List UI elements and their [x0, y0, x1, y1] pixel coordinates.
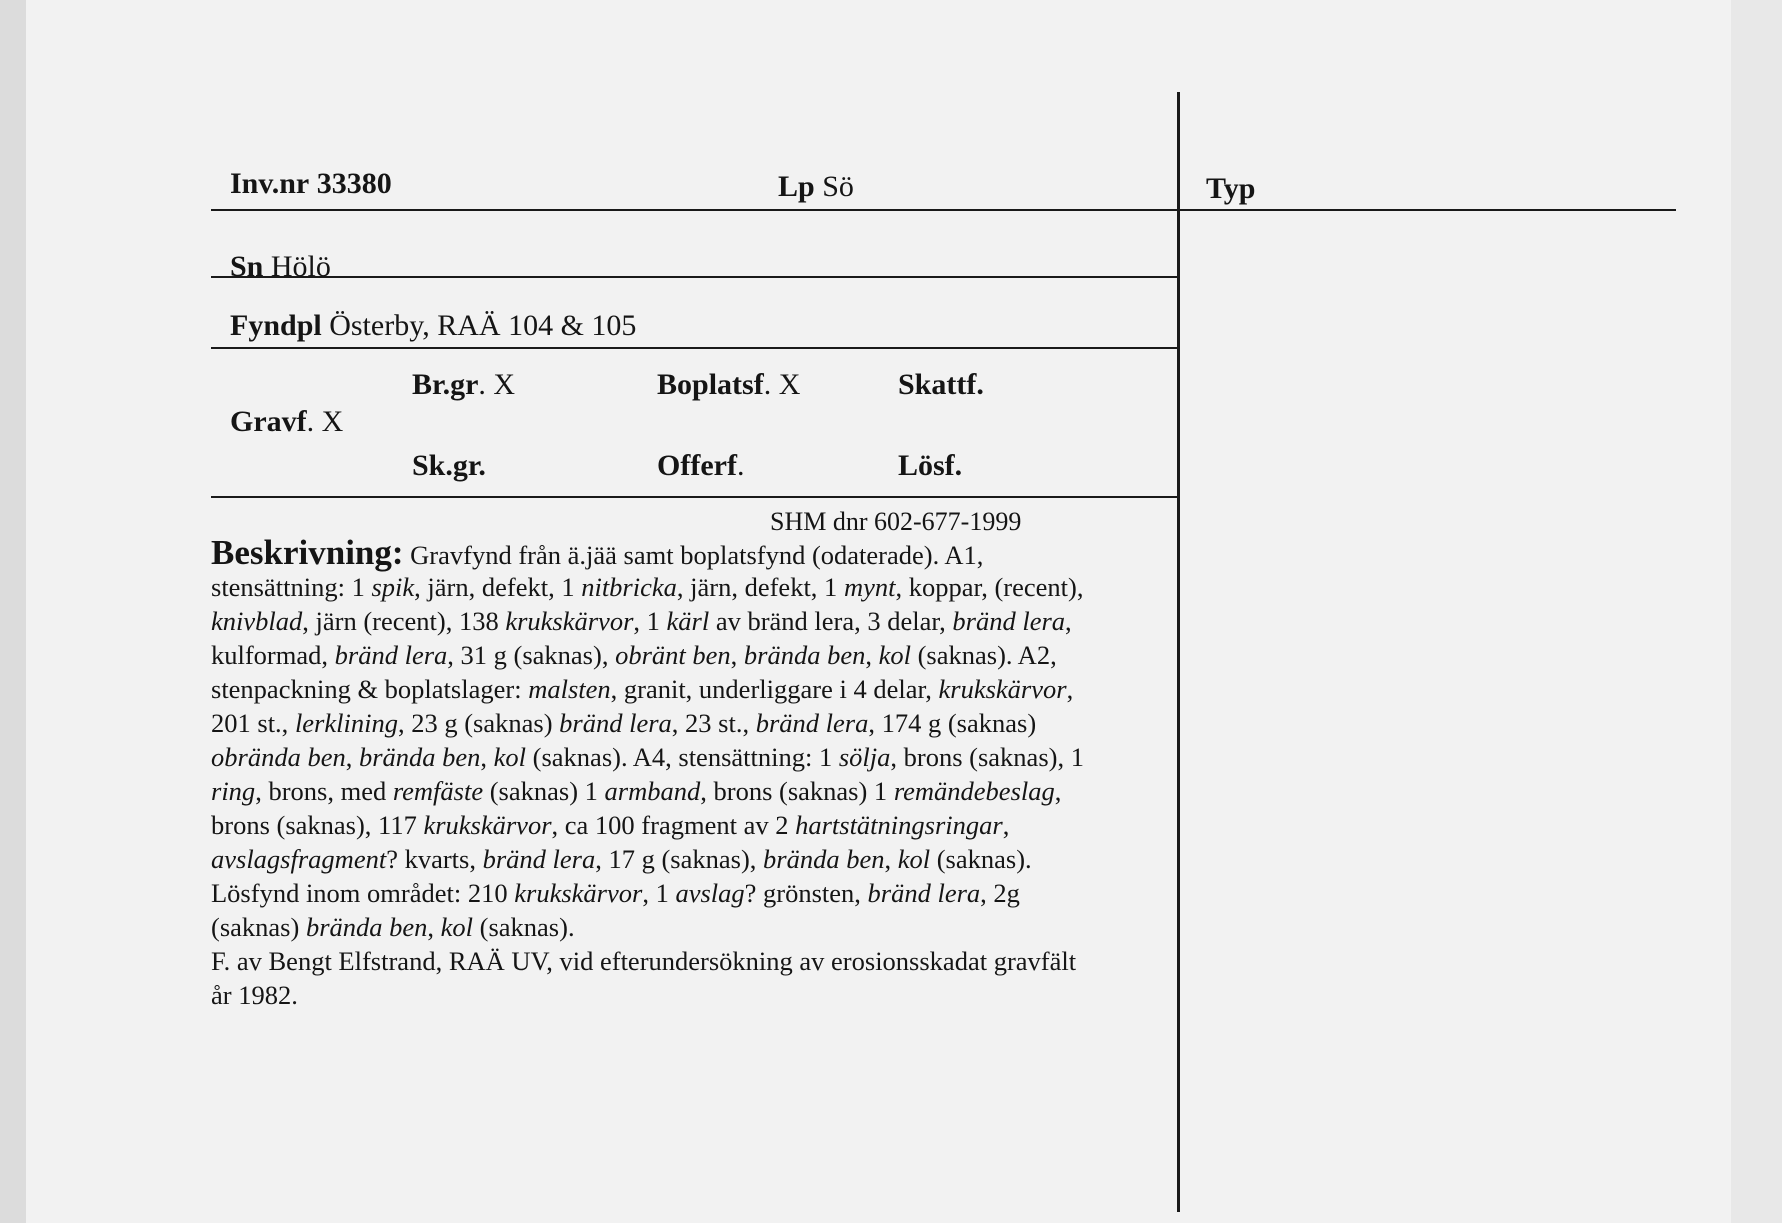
- scan-edge: [1731, 0, 1782, 1223]
- description-line: [211, 533, 1171, 572]
- category-boplatsf: [657, 368, 800, 402]
- description-line: [211, 808, 1171, 842]
- description-line: [211, 910, 1171, 944]
- find-term: lerklining: [294, 708, 398, 738]
- find-term: ring: [211, 776, 256, 806]
- offerf-label: Offerf: [657, 449, 737, 482]
- column-divider: [1177, 92, 1180, 1212]
- description-text: av bränd lera, 3 delar,: [709, 606, 953, 636]
- description-text: brons (saknas), 117: [211, 810, 424, 840]
- description-text: stensättning: 1: [211, 572, 372, 602]
- description-text: år 1982.: [211, 980, 298, 1010]
- description-text: , 23 st.,: [671, 708, 756, 738]
- socken-label: Sn: [230, 250, 264, 283]
- fyndplats-field: [230, 309, 636, 343]
- category-skattf: Skattf.: [898, 368, 984, 401]
- description-text: , järn, defekt, 1: [676, 572, 844, 602]
- description-line: [211, 740, 1171, 774]
- find-term: kol: [493, 742, 527, 772]
- lp-label: Lp: [778, 170, 815, 203]
- description-line: [211, 842, 1171, 876]
- find-term: kol: [897, 844, 931, 874]
- rule-fyndplats: [211, 347, 1177, 349]
- description-text: ? grönsten,: [744, 878, 868, 908]
- description-text: ,: [345, 742, 359, 772]
- description-text: 201 st.,: [211, 708, 295, 738]
- boplatsf-label: Boplatsf: [657, 368, 764, 401]
- description-line: [211, 672, 1171, 706]
- find-term: brända ben: [763, 844, 885, 874]
- description-text: ,: [1065, 606, 1072, 636]
- boplatsf-value: . X: [763, 368, 801, 401]
- find-term: obrända ben: [211, 742, 346, 772]
- description-text: (saknas): [211, 912, 306, 942]
- find-term: krukskärvor: [505, 606, 634, 636]
- inv-value: 33380: [316, 167, 392, 200]
- description-text: , granit, underliggare i 4 delar,: [610, 674, 939, 704]
- category-gravf: [230, 405, 343, 439]
- find-term: bränd lera: [952, 606, 1066, 636]
- description-text: , 17 g (saknas),: [595, 844, 764, 874]
- lp-field: [778, 170, 854, 204]
- find-term: obränt ben: [615, 640, 731, 670]
- description-text: , brons (saknas), 1: [890, 742, 1084, 772]
- br-gr-label: Br.gr: [412, 368, 479, 401]
- description-text: (saknas).: [473, 912, 575, 942]
- description-heading: Beskrivning:: [211, 533, 404, 572]
- find-term: knivblad: [211, 606, 303, 636]
- rule-socken: [211, 276, 1177, 278]
- find-term: sölja: [838, 742, 891, 772]
- find-term: bränd lera: [559, 708, 672, 738]
- description-text: (saknas) 1: [483, 776, 605, 806]
- gravf-label: Gravf: [230, 405, 307, 438]
- description-text: ,: [1054, 776, 1062, 806]
- category-losf: Lösf.: [898, 449, 963, 482]
- description-text: , 31 g (saknas),: [447, 640, 616, 670]
- find-term: remändebeslag: [893, 776, 1055, 806]
- description-text: , 1: [633, 606, 667, 636]
- description-text: ,: [1066, 674, 1074, 704]
- category-sk-gr: Sk.gr.: [412, 449, 486, 482]
- description-text: , ca 100 fragment av 2: [551, 810, 796, 840]
- typ-label: Typ: [1206, 172, 1256, 205]
- description-line: [211, 706, 1171, 740]
- find-term: bränd lera: [334, 640, 448, 670]
- description-text: stenpackning & boplatslager:: [211, 674, 529, 704]
- inv-label: Inv.nr: [230, 167, 310, 200]
- description-text: F. av Bengt Elfstrand, RAÄ UV, vid efterundersökning av erosionsskadat gravfält: [211, 946, 1077, 976]
- description-line: [211, 774, 1171, 808]
- find-term: kol: [440, 912, 474, 942]
- description-text: , brons (saknas) 1: [700, 776, 894, 806]
- find-term: brända ben: [305, 912, 428, 942]
- description-text: ,: [1002, 810, 1010, 840]
- description-text: ,: [480, 742, 494, 772]
- description-text: ? kvarts,: [386, 844, 483, 874]
- find-term: brända ben: [743, 640, 866, 670]
- find-term: avslag: [675, 878, 745, 908]
- description-text: , brons, med: [255, 776, 393, 806]
- fyndplats-label: Fyndpl: [230, 309, 322, 342]
- find-term: kol: [878, 640, 911, 670]
- find-term: krukskärvor: [938, 674, 1067, 704]
- description-text: , 2g: [980, 878, 1020, 908]
- description-text: kulformad,: [211, 640, 335, 670]
- fyndplats-value: Österby, RAÄ 104 & 105: [329, 309, 637, 342]
- find-term: brända ben: [358, 742, 481, 772]
- find-term: krukskärvor: [423, 810, 552, 840]
- inventory-number: [230, 167, 392, 201]
- find-term: bränd lera: [867, 878, 981, 908]
- description-text: ,: [865, 640, 879, 670]
- shm-dnr: SHM dnr 602-677-1999: [770, 507, 1022, 536]
- socken-value: Hölö: [270, 250, 331, 283]
- description: [211, 533, 1171, 1012]
- description-text: ,: [427, 912, 441, 942]
- description-text: , 1: [642, 878, 676, 908]
- find-term: krukskärvor: [514, 878, 643, 908]
- description-text: Lösfynd inom området: 210: [211, 878, 515, 908]
- find-term: spik: [371, 572, 415, 602]
- description-text: , 174 g (saknas): [868, 708, 1037, 738]
- offerf-value: .: [736, 449, 745, 482]
- find-term: bränd lera: [755, 708, 869, 738]
- description-line: [211, 978, 1171, 1012]
- rule-categories: [211, 496, 1177, 498]
- description-text: Gravfynd från ä.jää samt boplatsfynd (odaterade). A1,: [403, 540, 984, 570]
- rule-header: [211, 209, 1676, 211]
- find-term: bränd lera: [482, 844, 596, 874]
- description-text: , koppar, (recent),: [895, 572, 1084, 602]
- description-text: , 23 g (saknas): [397, 708, 560, 738]
- find-term: kärl: [666, 606, 710, 636]
- find-term: nitbricka: [581, 572, 677, 602]
- find-term: malsten: [528, 674, 611, 704]
- gravf-value: . X: [306, 405, 344, 438]
- find-term: mynt: [843, 572, 896, 602]
- description-line: [211, 944, 1171, 978]
- description-text: , järn, defekt, 1: [414, 572, 582, 602]
- description-text: ,: [730, 640, 744, 670]
- find-term: avslagsfragment: [211, 844, 387, 874]
- description-text: ,: [884, 844, 898, 874]
- lp-value: Sö: [822, 170, 854, 203]
- br-gr-value: . X: [478, 368, 516, 401]
- category-offerf: [657, 449, 744, 483]
- description-text: , järn (recent), 138: [302, 606, 506, 636]
- description-line: [211, 604, 1171, 638]
- category-br-gr: [412, 368, 515, 402]
- description-line: [211, 638, 1171, 672]
- find-term: armband: [604, 776, 701, 806]
- find-term: remfäste: [392, 776, 484, 806]
- description-text: (saknas). A4, stensättning: 1: [526, 742, 839, 772]
- socken-field: [230, 250, 331, 284]
- description-text: (saknas). A2,: [910, 640, 1057, 670]
- find-term: hartstätningsringar: [795, 810, 1003, 840]
- description-line: [211, 876, 1171, 910]
- description-line: [211, 570, 1171, 604]
- description-text: (saknas).: [930, 844, 1032, 874]
